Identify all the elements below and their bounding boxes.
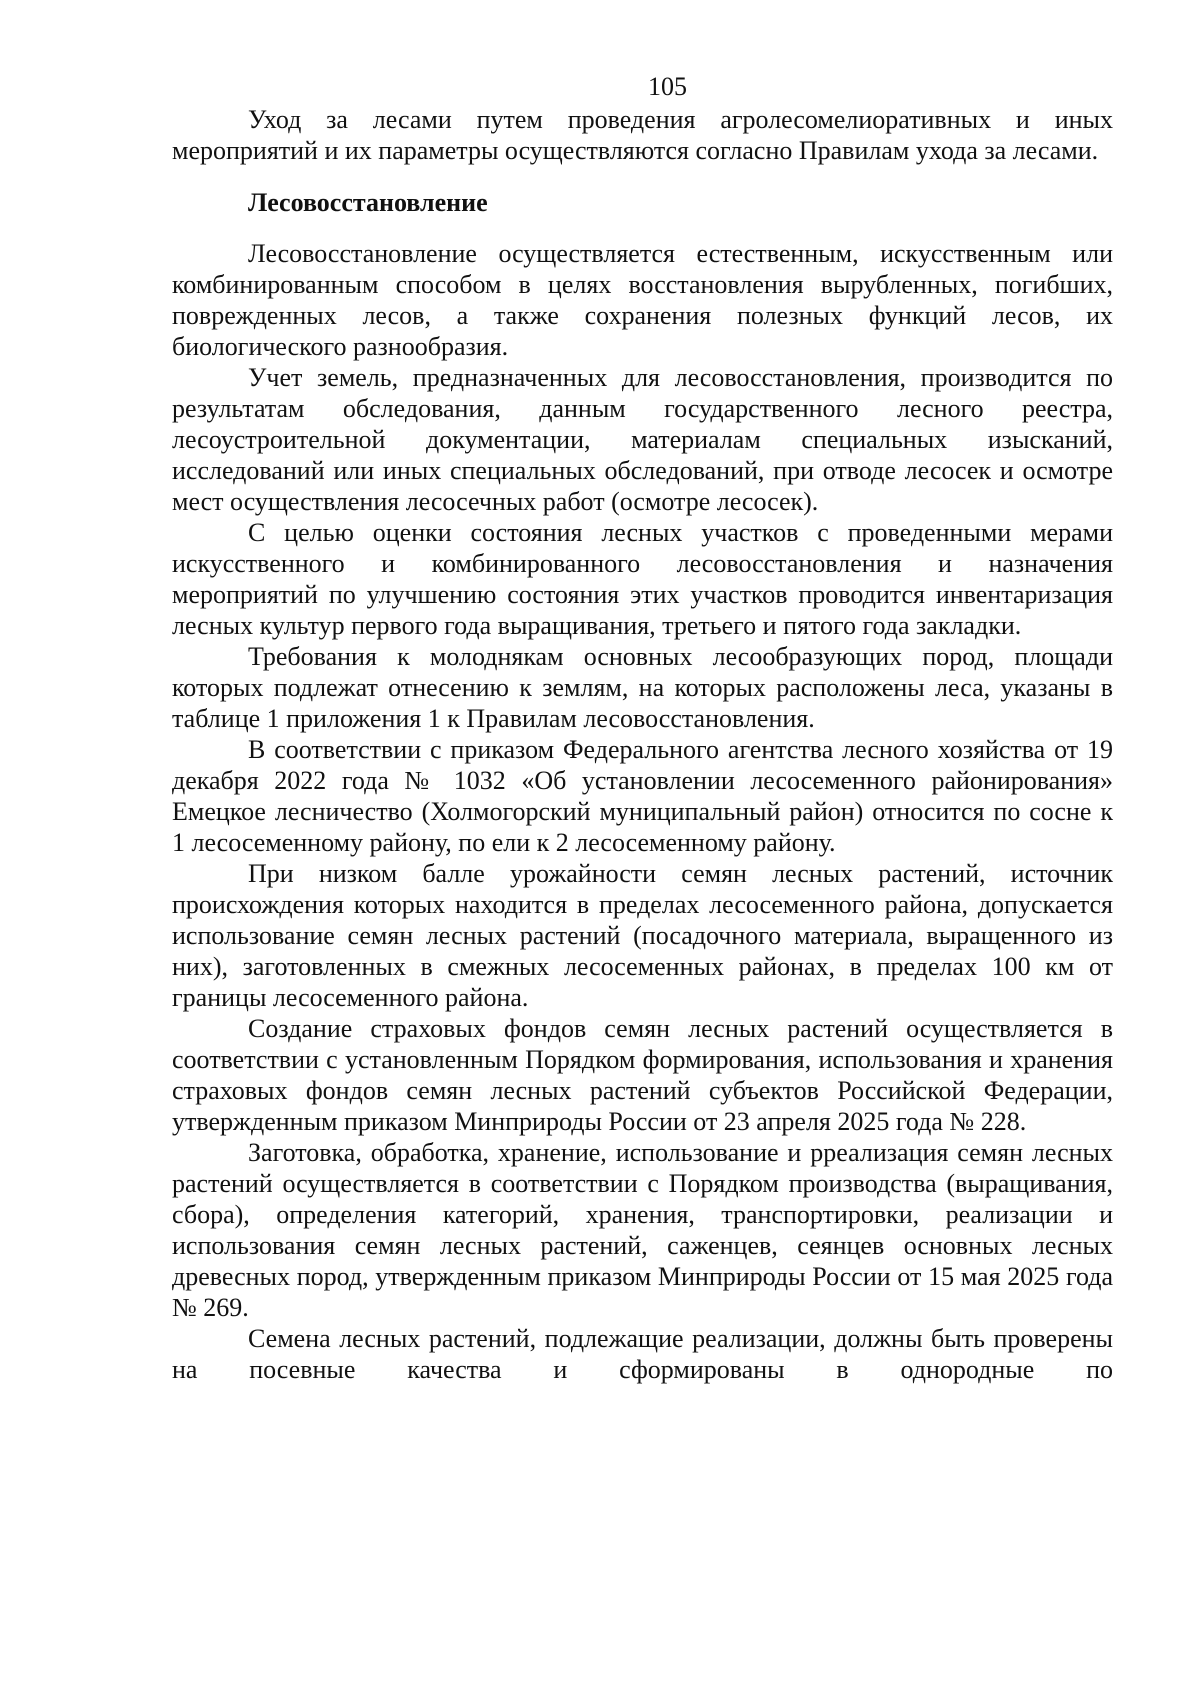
paragraph-inventory: С целью оценки состояния лесных участков с проведенными мерами искусственного и комбинированного лесовосстановления и назначения мероприятий по улучшению состояния этих участков проводится инвентаризация лесных культур первого года выращивания, третьего и пятого года закладки. [172, 518, 1113, 640]
section-heading: Лесовосстановление [248, 188, 488, 217]
paragraph-insurance-funds: Создание страховых фондов семян лесных растений осуществляется в соответствии с установленным Порядком формирования, использования и хранения страховых фондов семян лесных растений субъектов Российской Федерации, утвержденным приказом Минприроды России от 23 апреля 2025 года № 228. [172, 1014, 1113, 1136]
paragraph-young-stands: Требования к молоднякам основных лесообразующих пород, площади которых подлежат отнесению к землям, на которых расположены леса, указаны в таблице 1 приложения 1 к Правилам лесовосстановления. [172, 642, 1113, 733]
page-number: 105 [648, 72, 687, 101]
paragraph-seed-handling: Заготовка, обработка, хранение, использование и рреализация семян лесных растений осуществляется в соответствии с Порядком производства (выращивания, сбора), определения категорий, хранения, транспортировки, реализации и использования семян лесных растений, саженцев, сеянцев основных лесных древесных пород, утвержденным приказом Минприроды России от 15 мая 2025 года № 269. [172, 1138, 1113, 1322]
spacer [172, 166, 1113, 187]
paragraph-seed-quality: Семена лесных растений, подлежащие реализации, должны быть проверены на посевные качества и сформированы в однородные по [172, 1324, 1113, 1384]
intro-paragraph: Уход за лесами путем проведения агролесомелиоративных и иных мероприятий и их параметры осуществляются согласно Правилам ухода за лесами. [172, 105, 1113, 165]
paragraph-seed-zoning: В соответствии с приказом Федерального агентства лесного хозяйства от 19 декабря 2022 года № 1032 «Об установлении лесосеменного районирования» Емецкое лесничество (Холмогорский муниципальный район) относится по сосне к 1 лесосеменному району, по ели к 2 лесосеменному району. [172, 735, 1113, 857]
spacer [172, 218, 1113, 238]
paragraph-land-accounting: Учет земель, предназначенных для лесовосстановления, производится по результатам обследования, данным государственного лесного реестра, лесоустроительной документации, материалам специальных изысканий, исследований или иных специальных обследований, при отводе лесосек и осмотре мест осуществления лесосечных работ (осмотре лесосек). [172, 363, 1113, 516]
paragraph-reforestation-methods: Лесовосстановление осуществляется естественным, искусственным или комбинированным способом в целях восстановления вырубленных, погибших, поврежденных лесов, а также сохранения полезных функций лесов, их биологического разнообразия. [172, 239, 1113, 361]
paragraph-low-yield: При низком балле урожайности семян лесных растений, источник происхождения которых находится в пределах лесосеменного района, допускается использование семян лесных растений (посадочного материала, выращенного из них), заготовленных в смежных лесосеменных районах, в пределах 100 км от границы лесосеменного района. [172, 859, 1113, 1012]
